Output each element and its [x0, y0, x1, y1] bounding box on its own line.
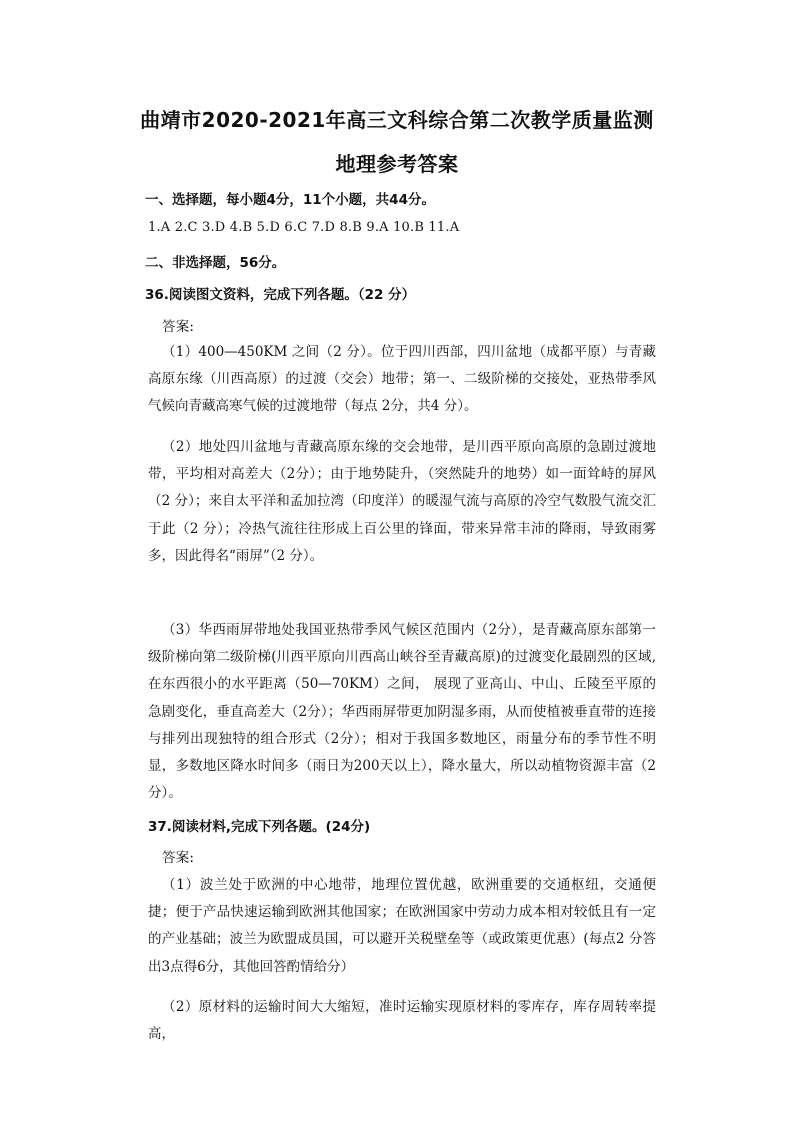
question-37-part-2: （2）原材料的运输时间大大缩短，准时运输实现原材料的零库存，库存周转率提高， — [148, 999, 656, 1043]
document-title: 曲靖市2020-2021年高三文科综合第二次教学质量监测 — [140, 108, 654, 132]
section-2-heading: 二、非选择题，56分。 — [145, 255, 286, 271]
question-36-part-3: （3）华西雨屏带地处我国亚热带季风气候区范围内（2分），是青藏高原东部第一级阶梯向第二级阶梯(川西平原向川西高山峡谷至青藏高原)的过渡变化最剧烈的区域,在东西很小的水平距离（50—70KM）之间， 展现了亚高山、中山、丘陵至平原的急剧变化，垂直高差大（2分）；华西雨屏带更加阴湿多雨，从而使植被垂直带的连接与排列出现独特的组合形式（2分）；相对于我国多数地区，雨量分布的季节性不明显，多数地区降水时间多（雨日为200天以上），降水量大，所以动植物资源丰富（2分）。 — [148, 622, 656, 802]
question-36-part-1: （1）400—450KM 之间（2 分）。位于四川西部，四川盆地（成都平原）与青藏高原东缘（川西高原）的过渡（交会）地带；第一、二级阶梯的交接处，亚热带季风气候向青藏高寒气候的过渡地带（每点 2分，共4 分）。 — [148, 344, 656, 415]
question-36-part-2: （2）地处四川盆地与青藏高原东缘的交会地带，是川西平原向高原的急剧过渡地带，平均相对高差大（2分）；由于地势陡升，（突然陡升的地势）如一面耸峙的屏风（2 分）；来自太平洋和孟加拉湾（印度洋）的暖湿气流与高原的冷空气数股气流交汇于此（2 分）；冷热气流往往形成上百公里的锋面，带来异常丰沛的降雨，导致雨雾多，因此得名“雨屏”（2 分）。 — [148, 439, 656, 564]
document-subtitle: 地理参考答案 — [335, 152, 459, 176]
question-37-heading: 37.阅读材料,完成下列各题。(24分) — [148, 819, 371, 835]
question-37-part-1: （1）波兰处于欧洲的中心地带，地理位置优越，欧洲重要的交通枢纽，交通便捷；便于产品快速运输到欧洲其他国家；在欧洲国家中劳动力成本相对较低且有一定的产业基础；波兰为欧盟成员国，可以避开关税壁垒等（或政策更优惠）(每点2 分答出3点得6分，其他回答酌情给分） — [148, 877, 656, 975]
question-36-answer-label: 答案: — [162, 319, 195, 335]
multiple-choice-answers: 1.A 2.C 3.D 4.B 5.D 6.C 7.D 8.B 9.A 10.B 11.A — [148, 220, 460, 235]
section-1-heading: 一、选择题，每小题4分，11个小题，共44分。 — [145, 192, 435, 208]
question-36-heading: 36.阅读图文资料，完成下列各题。（22 分） — [145, 287, 416, 303]
question-37-answer-label: 答案: — [162, 850, 195, 866]
